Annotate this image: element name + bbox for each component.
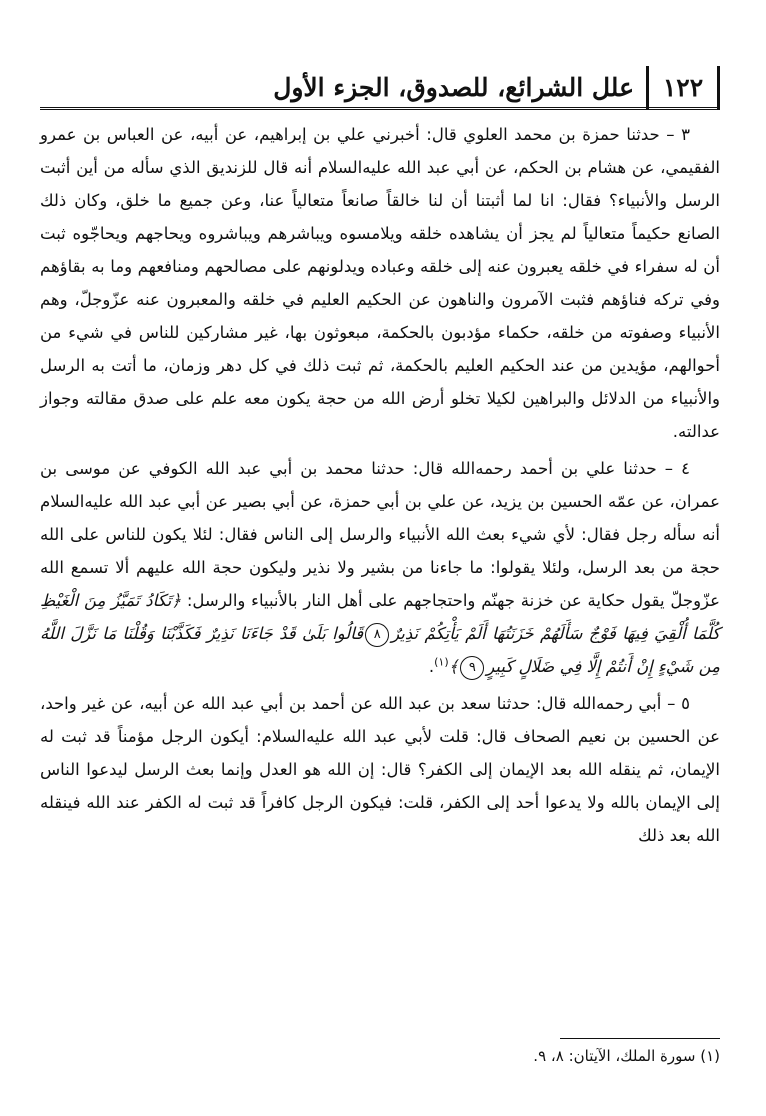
ayah-number-8: ٨ xyxy=(365,623,389,647)
page-header xyxy=(40,66,720,110)
hadith-4-end: . xyxy=(428,657,435,676)
running-title: علل الشرائع، للصدوق، الجزء الأول xyxy=(273,73,634,102)
page-number: ١٢٢ xyxy=(646,66,720,110)
ayah-number-9: ٩ xyxy=(460,656,484,680)
hadith-4-text: ٤ – حدثنا علي بن أحمد رحمه‌الله قال: حدثنا محمد بن أبي عبد الله الكوفي عن موسى بن عمران، عن عمّه الحسين بن يزيد، عن علي بن أبي حمزة، عن أبي بصير عن أبي عبد الله عليه‌السلام أنه سأله رجل فقال: لأي شيء بعث الله الأنبياء والرسل إلى الناس فقال: لئلا يكون للناس على الله حجة من بعد الرسل، ولئلا يقولوا: ما جاءنا من بشير ولا نذير وليكون حجة الله عليهم ألا تسمع الله عزّوجلّ يقول حكاية عن خزنة جهنّم واحتجاجهم على أهل النار بالأنبياء والرسل: xyxy=(40,459,720,610)
hadith-3-paragraph: ٣ – حدثنا حمزة بن محمد العلوي قال: أخبرني علي بن إبراهيم، عن أبيه، عن العباس بن عمرو الفقيمي، عن هشام بن الحكم، عن أبي عبد الله عليه‌السلام أنه قال للزنديق الذي سأله من أين أثبت الرسل والأنبياء؟ فقال: انا لما أثبتنا أن لنا خالقاً صانعاً متعالياً عنا، وعن جميع ما خلق، وكان ذلك الصانع حكيماً متعالياً لم يجز أن يشاهده خلقه ويلامسوه ويباشرهم ويباشروه ويحاجهم ويحاجّوه ثبت أن له سفراء في خلقه يعبرون عنه إلى خلقه وعباده ويدلونهم على مصالحهم ومنافعهم وما به بقاؤهم وفي تركه فناؤهم فثبت الآمرون والناهون عن الحكيم العليم في خلقه والمعبرون عنه عزّوجلّ، وهم الأنبياء وصفوته من خلقه، حكماء مؤدبون بالحكمة، مبعوثون بها، غير مشاركين للناس في شيء من أحوالهم، مؤيدين من عند الحكيم العليم بالحكمة، ثم ثبت ذلك في كل دهر وزمان، ما أتت به الرسل والأنبياء من الدلائل والبراهين لكيلا تخلو أرض الله من حجة يكون معه علم على صدق مقالته وجواز عدالته. xyxy=(40,125,720,441)
hadith-4-paragraph xyxy=(40,452,720,683)
hadith-5-paragraph: ٥ – أبي رحمه‌الله قال: حدثنا سعد بن عبد الله عن أحمد بن أبي عبد الله عن أبيه، عن غير واحد، عن الحسين بن نعيم الصحاف قال: قلت لأبي عبد الله عليه‌السلام: أيكون الرجل مؤمناً قد ثبت له الإيمان، ثم ينقله الله بعد الإيمان إلى الكفر؟ قال: إن الله هو العدل وإنما بعث الرسل ليدعوا الناس إلى الإيمان بالله ولا يدعوا أحد إلى الكفر، قلت: فيكون الرجل كافراً قد ثبت له الكفر عند الله فينقله الله بعد ذلك xyxy=(40,694,720,845)
body-text xyxy=(40,118,720,852)
footnote-reference[interactable]: (١) xyxy=(434,655,449,669)
quran-verse-8: ﴿تَكَادُ تَمَيَّزُ مِنَ الْغَيْظِ كُلَّمَا أُلْقِيَ فِيهَا فَوْجٌ سَأَلَهُمْ خَزَنَتُهَا أَلَمْ يَأْتِكُمْ نَذِيرٌ xyxy=(40,591,721,643)
footnote: (١) سورة الملك، الآيتان: ٨، ٩. xyxy=(533,1047,720,1065)
quran-verse-9: قَالُوا بَلَىٰ قَدْ جَاءَنَا نَذِيرٌ فَكَذَّبْنَا وَقُلْنَا مَا نَزَّلَ اللَّهُ مِن شَيْءٍ إِنْ أَنتُمْ إِلَّا فِي ضَلَالٍ كَبِيرٍ xyxy=(40,624,720,676)
quran-close-bracket: ﴾ xyxy=(448,657,459,676)
footnote-divider xyxy=(560,1038,720,1039)
